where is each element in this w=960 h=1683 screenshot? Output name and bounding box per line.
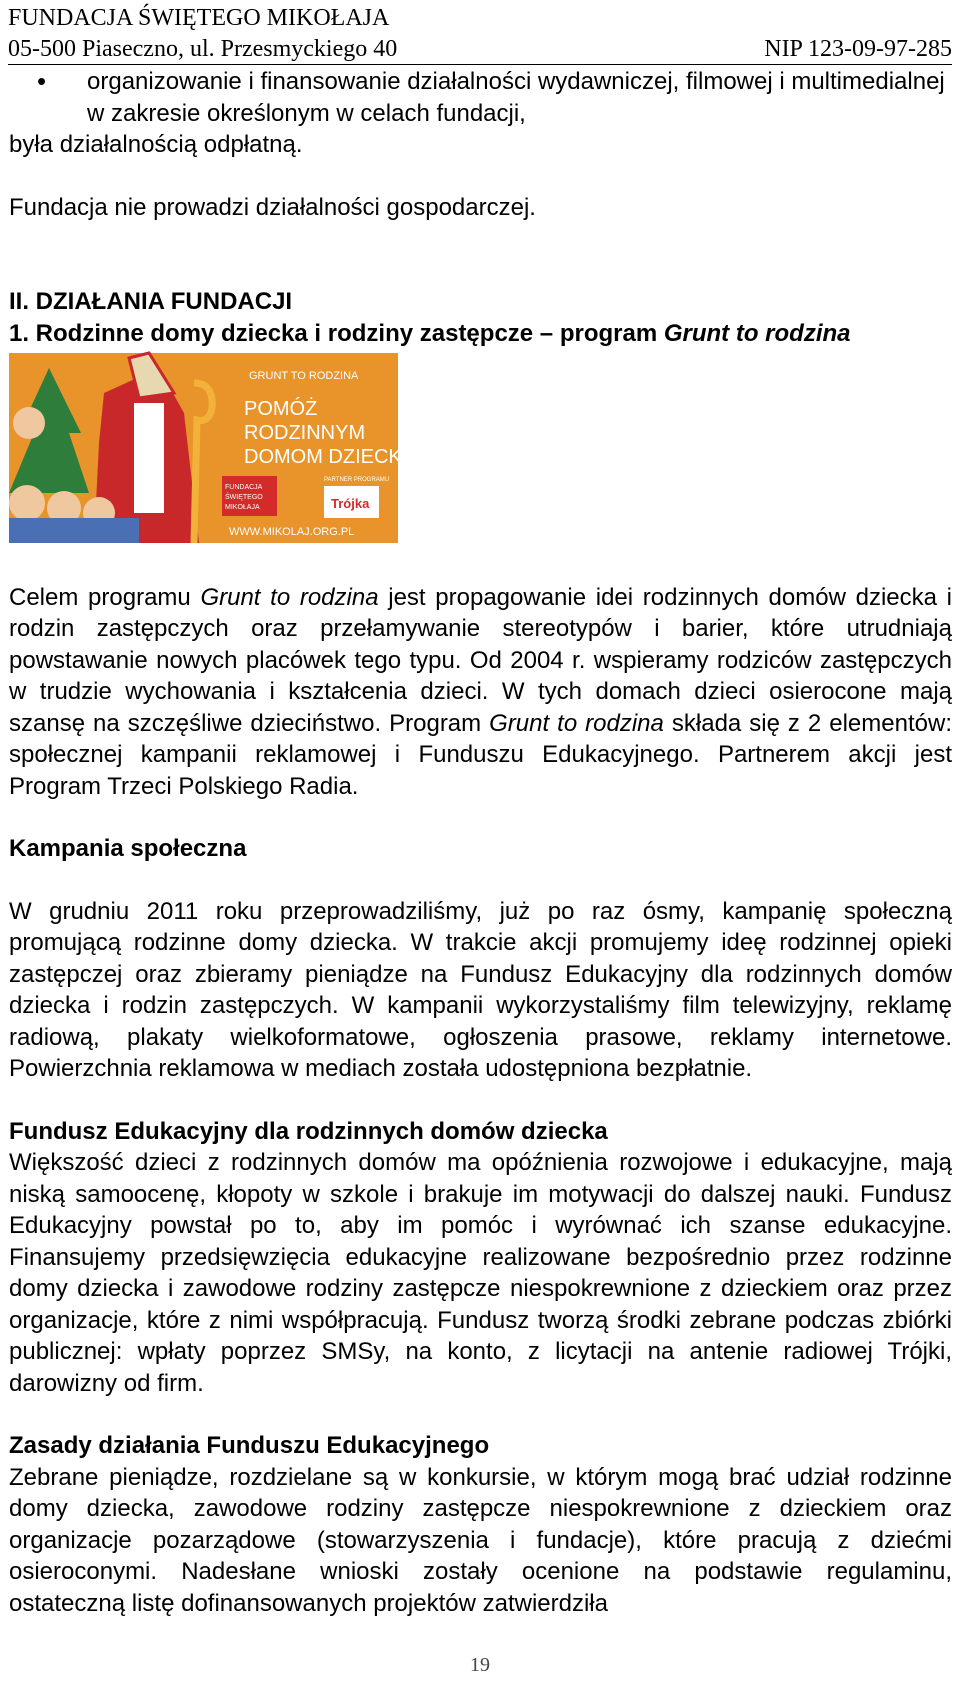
logo-text-2: ŚWIĘTEGO <box>225 494 263 501</box>
list-item <box>9 66 952 129</box>
org-address: 05-500 Piaseczno, ul. Przesmyckiego 40 <box>8 36 398 62</box>
beard-shape <box>134 403 164 513</box>
header-address-line <box>8 34 952 65</box>
logo-text-3: MIKOŁAJA <box>225 504 260 511</box>
bullet-continuation: była działalnością odpłatną. <box>9 131 303 158</box>
fund-heading: Fundusz Edukacyjny dla rodzinnych domów dziecka <box>9 1117 608 1145</box>
banner-line-3: DOMOM DZIECKA <box>244 446 416 468</box>
banner-line-2: RODZINNYM <box>244 422 366 444</box>
document-header <box>8 2 952 65</box>
logo-text-1: FUNDACJA <box>225 484 263 491</box>
text-run: jest propagowanie idei rodzinnych domów dziecka i rodzin zastępczych oraz przełamywanie stereotypów i barier, które utrudniają powstawanie nowych placówek tego typu. Od 2004 r. wspieramy rodziców zastępczych w trudzie wychowania i kształcenia dzieci. W tych domach dzieci osierocone mają szansę na szczęśliwe dzieciństwo. Program <box>9 583 952 737</box>
page-number: 19 <box>470 1654 490 1676</box>
children-clothes <box>9 518 139 543</box>
text-run: składa się z 2 elementów: społecznej kampanii reklamowej i Funduszu Edukacyjnego. Partnerem akcji jest Program Trzeci Polskiego Radia. <box>9 709 952 800</box>
partner-logo-text: Trójka <box>331 496 370 511</box>
no-business-note: Fundacja nie prowadzi działalności gospodarczej. <box>9 193 536 221</box>
org-name: FUNDACJA ŚWIĘTEGO MIKOŁAJA <box>8 5 390 31</box>
campaign-text: W grudniu 2011 roku przeprowadziliśmy, już po raz ósmy, kampanię społeczną promującą rodzinne domy dziecka. W trakcie akcji promujemy ideę rodzinnej opieki zastępczej oraz zbieramy pieniądze na Fundusz Edukacyjny dla rodzinnych domów dziecka i rodzin zastępczych. W kampanii wykorzystaliśmy film telewizyjny, reklamę radiową, plakaty wielkoformatowe, ogłoszenia prasowe, reklamy internetowe. Powierzchnia reklamowa w mediach została udostępniona bezpłatnie. <box>9 897 952 1082</box>
partner-label: PARTNER PROGRAMU <box>324 477 390 483</box>
bullet-text: organizowanie i finansowanie działalności wydawniczej, filmowej i multimedialnej w zakresie określonym w celach fundacji, <box>87 68 945 127</box>
banner-line-1: POMÓŻ <box>244 398 318 420</box>
program-description <box>9 582 952 803</box>
campaign-heading: Kampania społeczna <box>9 835 247 862</box>
org-nip: NIP 123-09-97-285 <box>764 36 952 62</box>
program-name-italic: Grunt to rodzina <box>200 583 379 611</box>
campaign-banner-image <box>9 353 416 543</box>
banner-top-label: GRUNT TO RODZINA <box>249 370 359 382</box>
child-face <box>9 485 45 521</box>
section-title: II. DZIAŁANIA FUNDACJI <box>9 288 293 315</box>
rules-text: Zebrane pieniądze, rozdzielane są w konkursie, w którym mogą brać udział rodzinne domy dziecka, zawodowe rodziny zastępcze niespokrewnione z dzieckiem oraz organizacje pozarządowe (stowarzyszenia i fundacje), które pracują z dziećmi osieroconymi. Nadesłane wnioski zostały ocenione na podstawie regulaminu, ostateczną listę dofinansowanych projektów zatwierdziła <box>9 1463 952 1617</box>
banner-url: WWW.MIKOLAJ.ORG.PL <box>229 526 355 538</box>
program-name-italic: Grunt to rodzina <box>489 709 664 737</box>
subsection-title-italic: Grunt to rodzina <box>663 319 851 347</box>
document-body <box>9 66 952 1619</box>
subsection-title-prefix: 1. Rodzinne domy dziecka i rodziny zastępcze – program <box>9 319 664 347</box>
text-run: Celem programu <box>9 583 201 611</box>
child-face <box>13 407 45 439</box>
fund-text: Większość dzieci z rodzinnych domów ma opóźnienia rozwojowe i edukacyjne, mają niską samoocenę, kłopoty w szkole i brakuje im motywacji do dalszej nauki. Fundusz Edukacyjny powstał po to, aby im pomóc i wyrównać ich szanse edukacyjne. Finansujemy przedsięwzięcia edukacyjne realizowane bezpośrednio przez rodzinne domy dziecka i zawodowe rodziny zastępcze niespokrewnione z dzieckiem oraz przez organizacje, które z nimi współpracują. Fundusz tworzą środki zebrane podczas zbiórki publicznej: wpłaty poprzez SMSy, na konto, z licytacji na antenie radiowej Trójki, darowizny od firm. <box>9 1149 952 1397</box>
subsection-title <box>9 318 952 350</box>
rules-heading: Zasady działania Funduszu Edukacyjnego <box>9 1432 490 1459</box>
